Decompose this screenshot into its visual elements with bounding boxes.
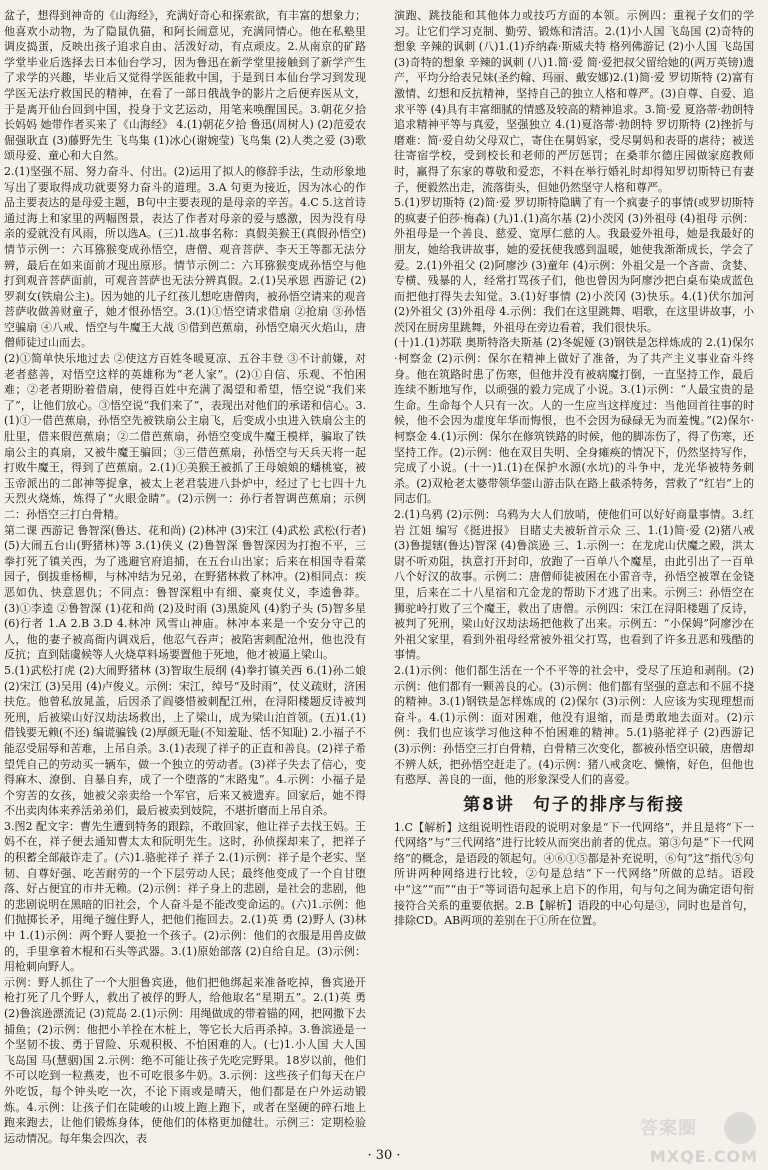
section-number: 第8讲 [463, 794, 515, 815]
right-paragraph: (十)1.(1)苏联 奥斯特洛夫斯基 (2)冬妮娅 (3)钢铁是怎样炼成的 2.(1)保尔·柯察金 (2)示例：保尔在精神上做好了准备，为了共产主义事业奋斗终身。他在筑路时患了伤寒，但他并没有被病魔打倒，一直坚持工作，最后连续不断地写作，以顽强的毅力完成了小说。3.(1)示例：“人最宝贵的是生命。生命每个人只有一次。人的一生应当这样度过：当他回首往事的时候，他不会因为虚度年华而悔恨，也不会因为碌碌无为而羞愧。”(2)保尔·柯察金 4.(1)示例：保尔在修筑铁路的时候，他的脚冻伤了，得了伤寒，还坚持工作。(2)示例：他在双目失明、全身瘫痪的情况下，仍然坚持写作，完成了小说。(十一)1.(1)在保护水源(水坑)的斗争中，龙光华被特务刺杀。(2)双枪老太婆带领华蓥山游击队在路上截杀特务，营救了“红岩”上的同志们。 [394, 336, 754, 506]
right-column [394, 8, 754, 1138]
right-paragraph: 2.(1)乌鸦 (2)示例：乌鸦为大人们放哨，使他们可以好好商量事情。3.红岩 江姐 编写《挺进报》 目睹丈夫被斩首示众 三、1.(1)简·爱 (2)猪八戒 (3)鲁提辖(鲁达)智深 (4)鲁滨逊 三、1.示例一：在龙虎山伏魔之殿，洪太尉不听劝阻，执意打开封印，放跑了一百单八个魔星，由此引出了一百单八个好汉的故事。示例二：唐僧师徒被困在小雷音寺，孙悟空被罩在金铙里，后来在二十八星宿和亢金龙的帮助下才逃了出来。示例三：孙悟空在狮驼岭打败了三个魔王，救出了唐僧。示例四：宋江在浔阳楼题了反诗，被判了死刑，梁山好汉劫法场把他救了出来。示例五：“小保姆”阿廖沙在外祖父家里，看到外祖母经常被外祖父打骂，也看到了许多丑恶和残酷的事情。 [394, 508, 754, 662]
right-paragraph: 2.(1)示例：他们都生活在一个不平等的社会中，受尽了压迫和剥削。(2)示例：他们都有一颗善良的心。(3)示例：他们都有坚强的意志和不屈不挠的精神。3.(1)钢铁是怎样炼成的 (2)保尔 (3)示例：人应该为实现理想而奋斗。4.(1)示例：面对困难，他没有退缩，而是勇敢地去面对。(2)示例：我们也应该学习他这种不怕困难的精神。5.(1)骆驼祥子 (2)西游记 (3)示例：孙悟空三打白骨精，白骨精三次变化，都被孙悟空识破，唐僧却不辨人妖，把孙悟空赶走了。(4)示例：猪八戒贪吃、懒惰，好色，但他也有憨厚、善良的一面，他的形象深受人们的喜爱。 [394, 663, 754, 787]
watermark-text-cn: 答案圈 [640, 1118, 697, 1139]
watermark-logo-icon [724, 1112, 756, 1144]
right-paragraph: 5.(1)罗切斯特 (2)简·爱 罗切斯特隐瞒了有一个疯妻子的事情(或罗切斯特的疯妻子伯莎·梅森) (九)1.(1)高尔基 (2)小茨冈 (3)外祖母 (4)祖母 示例：外祖母是一个善良、慈爱、宽厚仁慈的人。我最爱外祖母，她是我最好的朋友，她给我讲故事，她的爱抚使我感到温暖，她使我渐渐成长，学会了爱。2.(1)外祖父 (2)阿廖沙 (3)童年 (4)示例：外祖父是一个吝啬、贪婪、专横、残暴的人，经常打骂孩子们，他也曾因为阿廖沙把白桌布染成蓝色而把他打得失去知觉。3.(1)好事情 (2)小茨冈 (3)快乐。4.(1)伏尔加河 (2)外祖父 (3)外祖母 4.示例：我们在这里跳舞、唱歌，在这里讲故事，小茨冈在厨房里跳舞，外祖母在旁边看着，我们很快乐。 [394, 196, 754, 334]
left-paragraph: (2)①简单快乐地过去 ②使这方百姓冬暖夏凉、五谷丰登 ③不计前嫌，对老者慈善，对悟空这样的英雄称为“老人家”。(2)①自信、乐观、不怕困难；②老者期盼着借扇，使得百姓中充满了渴望和希望，悟空说“我们来了”，让他们放心。③悟空说“我们来了”，表现出对他们的承诺和信心。3.(1)①一借芭蕉扇，孙悟空先被铁扇公主扇飞，后变成小虫进入铁扇公主的肚里，借来假芭蕉扇；②二借芭蕉扇，孙悟空变成牛魔王模样，骗取了铁扇公主的真扇，又被牛魔王骗回；③三借芭蕉扇，孙悟空与天兵天将一起打败牛魔王，得到了芭蕉扇。2.(1)①美猴王被抓了王母娘娘的蟠桃宴，被玉帝派出的二郎神等捉拿，被太上老君装进八卦炉中，经过了七七四十九天烈火烧炼，炼得了“火眼金睛”。(2)示例一：孙行者智调芭蕉扇；示例二：孙悟空三打白骨精。 [4, 352, 366, 521]
left-paragraph: 2.(1)坚强不屈、努力奋斗、付出。(2)运用了拟人的修辞手法，生动形象地写出了要取得成功就要努力奋斗的道理。3.A 句更为接近，因为冰心的作品主要表达的是母爱主题，B句中主要表现的是母亲的辛苦。4.C 5.这首诗通过海上和家里的两幅图景，表达了作者对母亲的爱与感激，因为没有母亲的爱就没有风雨，所以选A。(三)1.故事名称：真假美猴王(真假孙悟空) 情节示例一：六耳猕猴变成孙悟空，唐僧、观音菩萨、李天王等都无法分辨，最后在如来面前才现出原形。情节示例二：六耳猕猴变成孙悟空与他打到观音菩萨面前，可观音菩萨也无法分辨真假。2.(1)吴承恩 西游记 (2)罗刹女(铁扇公主)。因为她的儿子红孩儿想吃唐僧肉，被孙悟空请来的观音菩萨收做善财童子，她才恨孙悟空。3.(1)①悟空请求借扇 ②抢扇 ③孙悟空骗扇 ④八戒、悟空与牛魔王大战 ⑤借到芭蕉扇，孙悟空扇灭火焰山，唐僧师徒过山而去。 [4, 164, 366, 350]
section-body: 1.C【解析】这组说明性语段的说明对象是“下一代网络”，并且是将“下一代网络”与“三代网络”进行比较从而突出前者的优点。第③句是“下一代网络”的概念，是语段的领起句。④⑥①⑤都是补充说明，⑥句“这”指代⑤句所讲两种网络进行比较，②句是总结“下一代网络”所做的总结。语段中“这”“而”“由于”等词语句起承上启下的作用，句与句之间为确定语句衔接符合关系的重要依据。2.B【解析】语段的中心句是③，同时也是首句，排除CD。AB两项的差别在于①所在位置。 [394, 820, 754, 928]
left-paragraph: 3.图2 配文字：曹先生遭到特务的跟踪，不敢回家，他让祥子去找王妈。王妈不在，祥子便去通知曹太太和阮明先生。这时，孙侦探却来了，把祥子的积蓄全部敲诈走了。(六)1.骆驼祥子 祥子 2.(1)示例：祥子是个老实、坚韧、自尊好强、吃苦耐劳的一个下层劳动人民；最终他变成了一个自甘堕落、好占便宜的市井无赖。(2)示例：祥子身上的悲剧，是社会的悲剧，他的悲剧说明在黑暗的旧社会，个人奋斗是不能改变命运的。(六)1.示例：他们抛掷长矛，用绳子缠住野人，把他们拖回去。2.(1)英 勇 (2)野人 (3)林中 1.(1)示例：两个野人要抢一个孩子。(2)示例：他们的衣服是用兽皮做的，手里拿着木棍和石头等武器。3.(1)原始部落 (2)自给自足。(3)示例：用枪刺向野人。 [4, 819, 366, 974]
left-paragraph: 盆子，想得到神奇的《山海经》，充满好奇心和探索欲，有丰富的想象力；他喜欢小动物，为了隐鼠仇猫，和阿长闹意见，充满同情心。他在私塾里调皮捣蛋，反映出孩子追求自由、活泼好动，有点顽皮。2.从南京的矿路学堂毕业后选择去日本仙台学习，因为鲁迅在新学堂里接触到了新学产生了求学的兴趣，毕业后又觉得学医能救中国，于是到日本仙台学习到发现学医无法疗救国民的精神，在看了一部日俄战争的影片之后便弃医从文，于是离开仙台回到中国，投身于文艺运动，用笔来唤醒国民。3.朝花夕拾 长妈妈 她带作者买来了《山海经》 4.(1)朝花夕拾 鲁迅(周树人) (2)范爱农 倔强耿直 (3)藤野先生 飞鸟集 (1)冰心(谢婉莹) 飞鸟集 (2)人类之爱 (3)歌颂母爱、童心和大自然。 [4, 9, 366, 163]
page-number: · 30 · [367, 1148, 401, 1163]
left-paragraph: 第二课 西游记 鲁智深(鲁达、花和尚) (2)林冲 (3)宋江 (4)武松 武松(行者) (5)大闹五台山(野猪林)等 3.(1)侠义 (2)鲁智深 鲁智深因为打抱不平，三拳打死了镇关西，为了逃避官府追捕，在五台山出家；后来在相国寺看菜园子，倒拔垂杨柳，与林冲结为兄弟，在野猪林救了林冲。(2)相同点：疾恶如仇、快意恩仇；不同点：鲁智深粗中有细、豪爽仗义，李逵鲁莽。(3)①李逵 ②鲁智深 (1)花和尚 (2)及时雨 (3)黑旋风 (4)豹子头 (5)智多星 (6)行者 1.A 2.B 3.D 4.林冲 风雪山神庙。林冲本来是一个安分守己的人，他的妻子被高衙内调戏后，他忍气吞声；被陷害刺配沧州，他也没有反抗；直到陆虞候等人火烧草料场要置他于死地，他才被逼上梁山。 [4, 523, 366, 662]
watermark [612, 1112, 762, 1168]
watermark-text: MXQE.COM [649, 1147, 758, 1166]
left-paragraph: 5.(1)武松打虎 (2)大闹野猪林 (3)智取生辰纲 (4)拳打镇关西 6.(1)孙二娘 (2)宋江 (3)吴用 (4)卢俊义。示例：宋江，绰号“及时雨”，仗义疏财，济困扶危。他曾私放晁盖，后因杀了阎婆惜被刺配江州，在浔阳楼题反诗被判死刑，后被梁山好汉劫法场救出，上了梁山，成为梁山泊首领。(五)1.(1)借钱要无赖(不还) 编谎骗钱 (2)厚颜无耻(不知羞耻、恬不知耻) 2.小福子不能忍受屈辱和苦难，上吊自杀。3.(1)表现了祥子的正直和善良。(2)祥子希望凭自己的劳动买一辆车，做一个独立的劳动者。(3)祥子失去了信心，变得麻木、潦倒、自暴自弃，成了一个堕落的“末路鬼”。4.示例：小福子是个穷苦的女孩，她被父亲卖给一个军官，后来又被遗弃。回家后，她不得不出卖肉体来养活弟弟们，最后被卖到妓院，不堪折磨而上吊自杀。 [4, 663, 366, 818]
section-title-text: 句子的排序与衔接 [532, 794, 685, 815]
left-paragraph: 示例：野人抓住了一个大胆鲁宾逊，他们把他绑起来准备吃掉，鲁宾逊开枪打死了几个野人，救出了被俘的野人，给他取名“星期五”。2.(1)英 勇 (2)鲁滨逊漂流记 (3)荒岛 2.(1)示例：用绳做成的带着锚的网，把网撒下去捕鱼；(2)示例：他把小羊拴在木桩上，等它长大后再杀掉。3.鲁滨逊是一个坚韧不拔、勇于冒险、乐观积极、不怕困难的人。(七)1.小人国 大人国 飞岛国 马(慧骃)国 2.示例：绝不可能让孩子先吃完野果。18岁以前，他们不可以吃到一粒燕麦，也不可吃很多牛奶。3.示例：这些孩子们每天在户外吃饭，每个钟头吃一次，不论下雨或是晴天，他们都是在户外运动锻炼。4.示例：让孩子们在陡峻的山坡上跑上跑下，或者在坚硬的碎石地上跑来跑去，让他们锻炼身体，使他们的体格更加健壮。示例三：定期检验运动情况。每年集会四次，表 [4, 975, 366, 1145]
left-column [4, 8, 366, 1145]
right-paragraph: 演跑、跳技能和其他体力或技巧方面的本领。示例四：重视子女们的学习。让它们学习克制、勤劳、锻炼和清洁。2.(1)小人国 飞岛国 (2)奇特的想象 辛辣的讽刺 (八)1.(1)乔纳森·斯威夫特 格列佛游记 (2)小人国 飞岛国 (3)奇特的想象 辛辣的讽刺 (八)1.简·爱 简·爱把叔父留给她的(两万英镑)遗产，平均分给表兄妹(圣约翰、玛丽、戴安娜)2.(1)简·爱 罗切斯特 (2)富有激情、幻想和反抗精神，坚持自己的独立人格和尊严。(3)自尊、自爱、追求平等 (4)具有丰富细腻的情感及较高的精神追求。3.简·爱 夏洛蒂·勃朗特 追求精神平等与真爱，坚强独立 4.(1)夏洛蒂·勃朗特 罗切斯特 (2)挫折与磨难：简·爱自幼父母双亡，寄住在舅妈家，受尽舅妈和表哥的虐待；被送往寄宿学校，受到校长和老师的严厉惩罚；在桑菲尔德庄园做家庭教师时，赢得了东家的尊敬和爱恋，不料在举行婚礼时却得知罗切斯特已有妻子，便毅然出走，流落街头，但她仍然坚守人格和尊严。 [394, 9, 754, 194]
section-heading [394, 792, 754, 818]
